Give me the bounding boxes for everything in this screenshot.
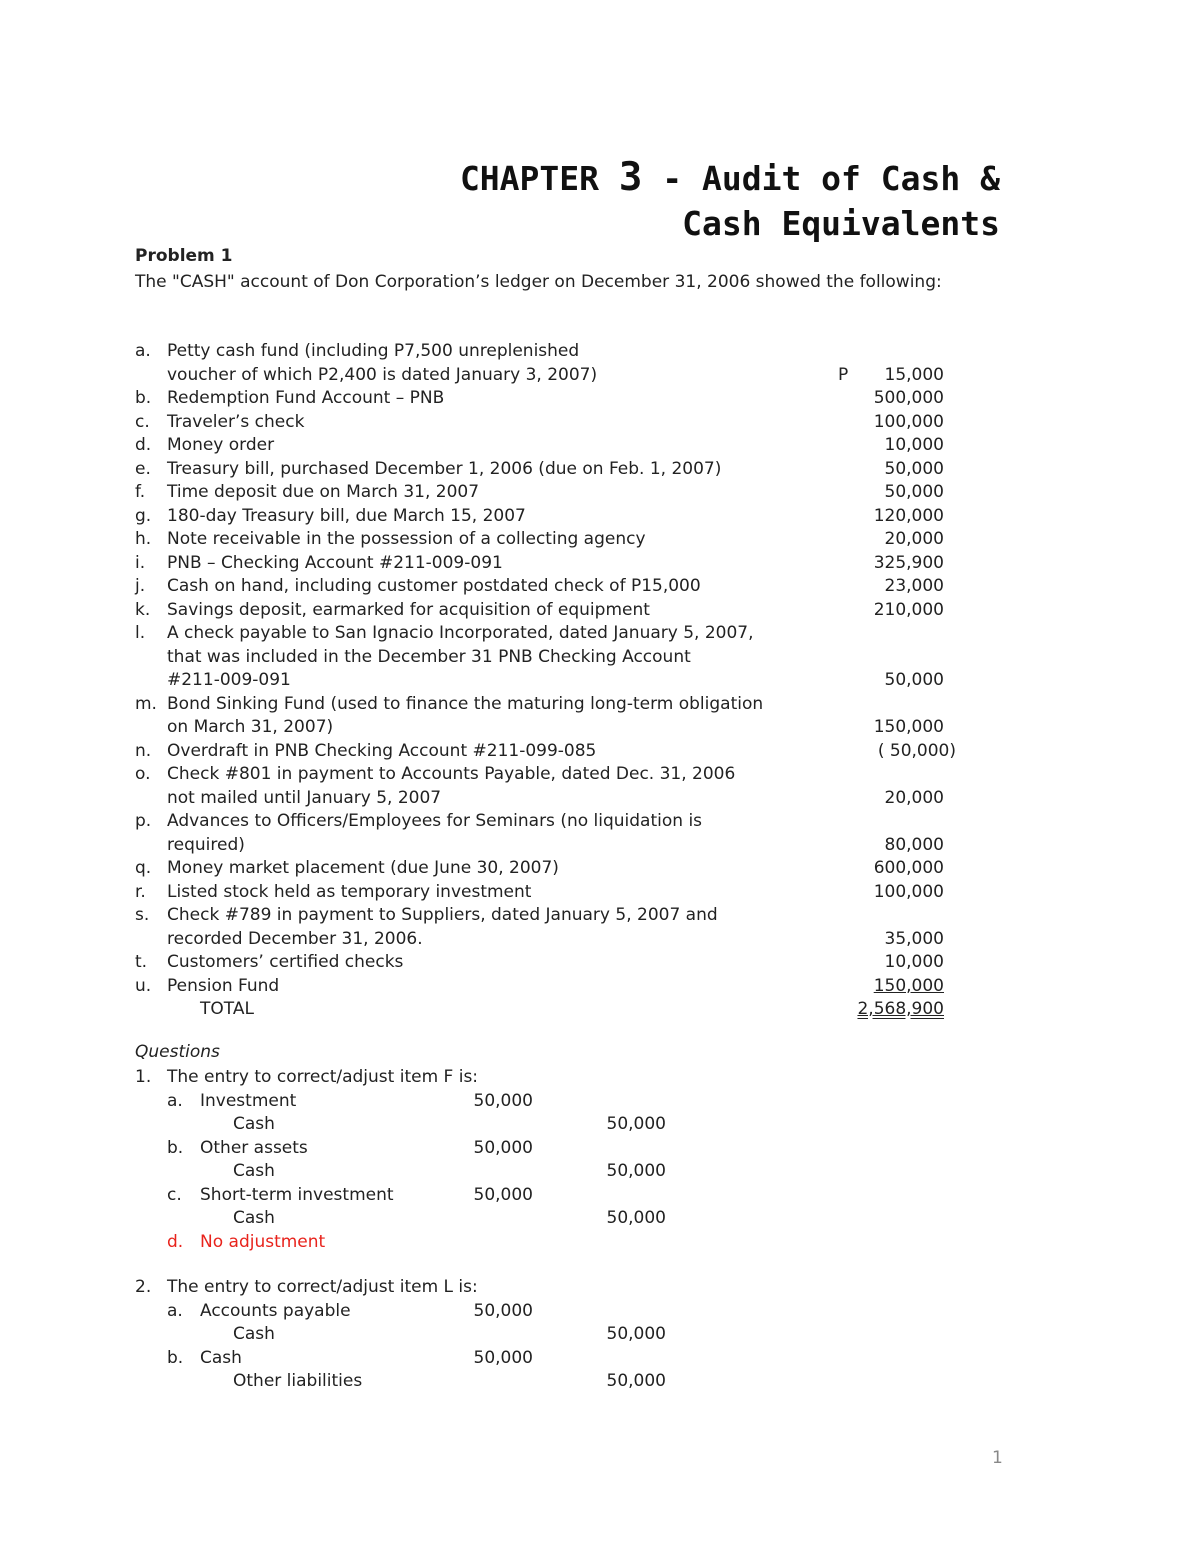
item-description: Pension Fund [167,975,280,996]
item-amount: 10,000 [884,435,944,455]
debit-amount: 50,000 [473,1347,533,1368]
item-description: Money order [167,435,275,455]
item-letter: m. [135,693,157,714]
chapter-title [460,155,1000,246]
list-item-line [0,693,1200,717]
list-item-line [0,481,1200,505]
debit-amount: 50,000 [473,1184,533,1205]
cash-items-list [0,340,1200,1022]
item-description: Cash on hand, including customer postdated check of P15,000 [167,576,701,596]
currency-symbol: P [838,364,849,385]
item-letter: s. [135,905,150,925]
item-description: Petty cash fund (including P7,500 unreplenished [167,341,580,361]
list-item-line [0,669,1200,693]
list-item-line [0,340,1200,364]
option-letter: a. [167,1300,183,1321]
list-item-line [0,505,1200,529]
item-letter: u. [135,975,152,996]
chapter-number: 3 [618,155,643,200]
credit-account: Cash [233,1324,275,1344]
debit-amount: 50,000 [473,1300,533,1321]
item-letter: n. [135,740,152,761]
chapter-title-line2: Cash Equivalents [682,204,1000,243]
item-letter: l. [135,623,146,643]
item-description: Listed stock held as temporary investment [167,881,532,902]
item-letter: e. [135,458,151,479]
item-description: Check #789 in payment to Suppliers, dated January 5, 2007 and [167,905,718,925]
option-credit-row [0,1323,1200,1347]
item-amount: 150,000 [873,717,944,737]
item-amount: 500,000 [873,388,944,408]
list-item-line [0,787,1200,811]
debit-account: No adjustment [200,1231,326,1252]
option-debit-row [0,1184,1200,1208]
page-number: 1 [992,1448,1003,1468]
debit-amount: 50,000 [473,1137,533,1158]
list-item-line [0,552,1200,576]
list-item-line [0,904,1200,928]
list-item-line [0,810,1200,834]
option-debit-row [0,1347,1200,1371]
list-item-line [0,881,1200,905]
item-description: on March 31, 2007) [167,717,334,737]
credit-amount: 50,000 [606,1324,666,1344]
list-item-line [0,411,1200,435]
item-description: Treasury bill, purchased December 1, 2006 (due on Feb. 1, 2007) [167,458,722,479]
option-credit-row [0,1160,1200,1184]
question-text: The entry to correct/adjust item F is: [167,1067,479,1087]
item-description: Check #801 in payment to Accounts Payable, dated Dec. 31, 2006 [167,764,736,784]
item-amount: 20,000 [884,787,944,808]
list-item-line [0,575,1200,599]
item-description: Time deposit due on March 31, 2007 [167,482,480,502]
item-description: Savings deposit, earmarked for acquisition of equipment [167,599,650,620]
list-item-line [0,716,1200,740]
item-amount: 100,000 [873,881,944,902]
list-item-line [0,364,1200,388]
item-description: Overdraft in PNB Checking Account #211-099-085 [167,740,597,761]
item-amount: 50,000 [884,670,944,690]
option-letter: b. [167,1347,184,1368]
problem-intro: The "CASH" account of Don Corporation’s ledger on December 31, 2006 showed the following: [135,272,942,292]
list-item-line [0,740,1200,764]
question-2 [0,1276,1200,1394]
question-1 [0,1066,1200,1254]
item-description: Redemption Fund Account – PNB [167,388,445,408]
option-credit-row [0,1207,1200,1231]
item-letter: j. [135,576,146,596]
option-letter: a. [167,1090,183,1111]
item-amount: ( 50,000) [877,740,956,761]
option-letter: c. [167,1184,182,1205]
item-description: voucher of which P2,400 is dated January 3, 2007) [167,364,598,385]
item-description: A check payable to San Ignacio Incorporated, dated January 5, 2007, [167,623,754,643]
item-letter: g. [135,505,152,526]
total-row [0,998,1200,1022]
item-amount: 210,000 [873,599,944,620]
list-item-line [0,528,1200,552]
debit-account: Investment [200,1090,297,1111]
item-amount: 600,000 [873,858,944,878]
credit-amount: 50,000 [606,1208,666,1228]
item-amount: 325,900 [873,552,944,573]
list-item-line [0,928,1200,952]
item-letter: a. [135,341,151,361]
credit-account: Other liabilities [233,1371,363,1391]
item-letter: o. [135,764,151,784]
item-amount: 100,000 [873,411,944,432]
list-item-line [0,834,1200,858]
option-debit-row [0,1300,1200,1324]
debit-account: Accounts payable [200,1300,351,1321]
item-letter: t. [135,952,148,972]
total-label: TOTAL [200,999,254,1019]
debit-amount: 50,000 [473,1090,533,1111]
option-debit-row [0,1137,1200,1161]
option-debit-row [0,1090,1200,1114]
question-number: 2. [135,1277,152,1297]
item-description: #211-009-091 [167,670,291,690]
item-description: required) [167,834,245,855]
list-item-line [0,763,1200,787]
credit-amount: 50,000 [606,1371,666,1391]
answer-option [0,1231,1200,1255]
item-letter: i. [135,552,146,573]
questions-heading: Questions [135,1042,220,1062]
credit-amount: 50,000 [606,1114,666,1134]
option-letter: b. [167,1137,184,1158]
credit-account: Cash [233,1208,275,1228]
item-description: Traveler’s check [167,411,305,432]
question-text-row [0,1276,1200,1300]
item-amount: 20,000 [884,529,944,549]
item-amount: 10,000 [884,952,944,972]
list-item-line [0,599,1200,623]
credit-amount: 50,000 [606,1161,666,1181]
list-item-line [0,975,1200,999]
item-description: recorded December 31, 2006. [167,928,423,949]
item-amount: 35,000 [884,928,944,949]
item-letter: p. [135,811,152,831]
item-letter: h. [135,529,152,549]
list-item-line [0,646,1200,670]
option-letter: d. [167,1231,184,1252]
chapter-title-part1: - Audit of Cash & [642,159,1000,198]
credit-account: Cash [233,1114,275,1134]
chapter-title-line1 [460,155,1000,202]
item-description: 180-day Treasury bill, due March 15, 2007 [167,505,526,526]
item-letter: q. [135,858,152,878]
problem-heading: Problem 1 [135,246,233,266]
debit-account: Cash [200,1347,242,1368]
item-letter: c. [135,411,150,432]
question-text: The entry to correct/adjust item L is: [167,1277,478,1297]
item-amount: 150,000 [873,975,944,996]
item-description: Note receivable in the possession of a collecting agency [167,529,646,549]
item-letter: r. [135,881,146,902]
credit-account: Cash [233,1161,275,1181]
item-letter: b. [135,388,152,408]
item-description: PNB – Checking Account #211-009-091 [167,552,503,573]
item-amount: 120,000 [873,505,944,526]
list-item-line [0,387,1200,411]
debit-account: Short-term investment [200,1184,394,1205]
debit-account: Other assets [200,1137,308,1158]
item-description: Advances to Officers/Employees for Seminars (no liquidation is [167,811,703,831]
item-amount: 23,000 [884,576,944,596]
item-amount: 15,000 [884,364,944,385]
list-item-line [0,622,1200,646]
chapter-label: CHAPTER [459,159,619,198]
item-amount: 80,000 [884,834,944,855]
list-item-line [0,857,1200,881]
option-credit-row [0,1113,1200,1137]
item-description: Money market placement (due June 30, 2007) [167,858,559,878]
item-description: Customers’ certified checks [167,952,404,972]
item-letter: k. [135,599,151,620]
question-number: 1. [135,1067,152,1087]
list-item-line [0,434,1200,458]
item-description: Bond Sinking Fund (used to finance the maturing long-term obligation [167,693,764,714]
list-item-line [0,951,1200,975]
item-description: not mailed until January 5, 2007 [167,787,442,808]
item-letter: d. [135,435,152,455]
question-text-row [0,1066,1200,1090]
total-amount: 2,568,900 [857,999,944,1019]
item-description: that was included in the December 31 PNB Checking Account [167,646,691,667]
list-item-line [0,458,1200,482]
item-letter: f. [135,482,146,502]
option-credit-row [0,1370,1200,1394]
item-amount: 50,000 [884,482,944,502]
item-amount: 50,000 [884,458,944,479]
